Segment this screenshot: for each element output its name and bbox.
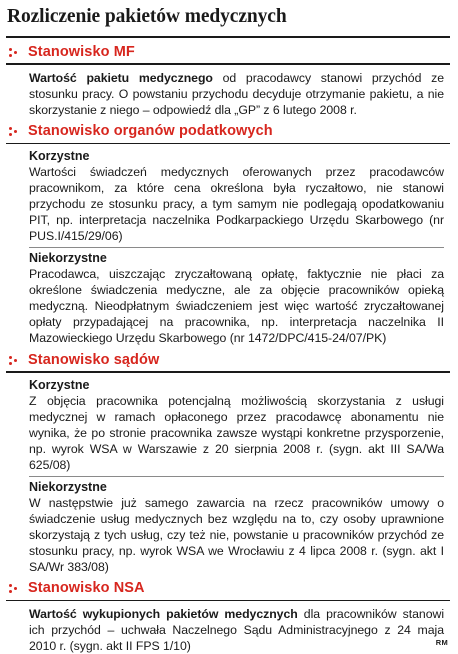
section-heading: Stanowisko organów podatkowych (28, 123, 273, 139)
lead-bold-text: Wartość pakietu medycznego (29, 70, 213, 85)
subsection-divider (29, 247, 444, 248)
section-body-nsa (6, 601, 450, 654)
paragraph-text: od pracodawcy stanowi przychód ze stosunku pracy. O powstaniu przychodu decyduje otrzymanie pakietu, a nie skorzystanie z niego – odpowiedź dla „GP” z 6 lutego 2008 r. (29, 70, 444, 117)
title-divider (6, 36, 450, 38)
unfavorable-text: W następstwie już samego zawarcia na rzecz pracowników umowy o świadczenie usług medycznych bez względu na to, czy osoby uprawnione skorzystają z tych usług, czy też nie, powstanie u pracowników przychód ze stosunku pracy, np. wyrok WSA we Wrocławiu z 4 lipca 2008 r. (sygn. akt I SA/Wr 383/08) (29, 495, 444, 574)
section-body-tax-authorities (6, 144, 450, 346)
favorable-label: Korzystne (29, 377, 90, 392)
red-dot-bullet-icon (9, 45, 21, 59)
section-paragraph (29, 70, 444, 118)
unfavorable-label: Niekorzystne (29, 479, 107, 494)
author-tag: RM (435, 638, 448, 647)
section-header-courts (6, 350, 450, 369)
red-dot-bullet-icon (9, 353, 21, 367)
section-paragraph (29, 606, 444, 654)
section-heading: Stanowisko NSA (28, 580, 145, 596)
subsection-divider (29, 476, 444, 477)
section-header-tax-authorities (6, 122, 450, 141)
red-dot-bullet-icon (9, 124, 21, 138)
section-heading: Stanowisko MF (28, 43, 135, 60)
favorable-text: Z objęcia pracownika potencjalną możliwością skorzystania z usługi medycznej w ramach opłaconego przez pracodawcę abonamentu nie wynika, że po stronie pracownika zawsze wystąpi konkretne przysporzenie, np. wyrok WSA w Warszawie z 20 sierpnia 2008 r. (sygn. akt III SA/Wa 625/08) (29, 393, 444, 472)
red-dot-bullet-icon (9, 581, 21, 595)
favorable-text: Wartości świadczeń medycznych oferowanych przez pracodawców pracownikom, za które cena określona była ryczałtowo, nie stanowi przychodu ze stosunku pracy, a tym samym nie podlegają opodatkowaniu PIT, np. interpretacja naczelnika Podkarpackiego Urzędu Skarbowego (nr PUS.I/415/29/06) (29, 165, 444, 243)
section-heading: Stanowisko sądów (28, 351, 160, 368)
section-body-courts (6, 373, 450, 575)
page-title: Rozliczenie pakietów medycznych (7, 6, 287, 27)
lead-bold-text: Wartość wykupionych pakietów medycznych (29, 607, 298, 621)
section-header-nsa (6, 579, 450, 598)
paragraph-text: dla pracowników stanowi ich przychód – uchwała Naczelnego Sądu Administracyjnego z 24 maja 2010 r. (sygn. akt II FPS 1/10) (29, 607, 445, 653)
section-body-mf (6, 65, 450, 118)
section-header-mf (6, 42, 450, 61)
unfavorable-text: Pracodawca, uiszczając zryczałtowaną opłatę, faktycznie nie płaci za określone świadczenia medyczne, ale za objęcie pracowników opieką medyczną. Nieodpłatnym świadczeniem jest więc wartość zryczałtowanej opłaty przypadającej na pracownika, np. interpretacja naczelnika II Mazowieckiego Urzędu Skarbowego (nr 1472/DPC/415-24/07/PK) (29, 267, 444, 345)
unfavorable-label: Niekorzystne (29, 251, 107, 265)
favorable-label: Korzystne (29, 149, 90, 163)
